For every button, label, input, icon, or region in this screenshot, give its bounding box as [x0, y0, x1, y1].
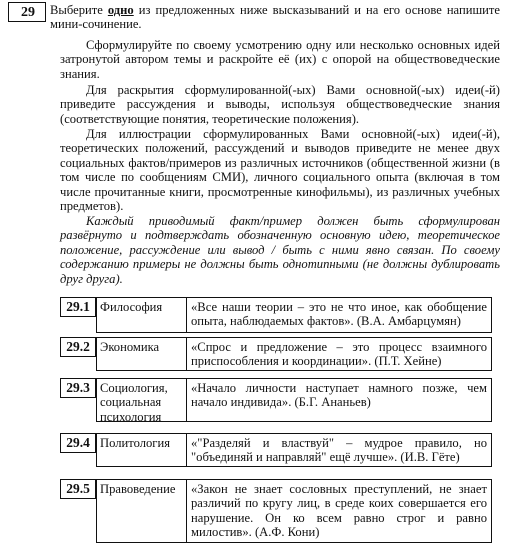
intro-rest: из предложенных ниже высказываний и на его основе напишите мини-сочинение.	[50, 3, 500, 32]
option-number: 29.2	[60, 337, 96, 357]
option-quote: «Все наши теории – это не что иное, как обобщение опыта, наблюдаемых фактов». (В.А. Амбарцумян)	[186, 297, 492, 333]
option-quote: «"Разделяй и властвуй" – мудрое правило, но "объединяй и направляй" ещё лучше». (И.В. Гёте)	[186, 433, 492, 467]
option-subject: Социология, социальная психология	[96, 378, 186, 422]
option-subject: Политология	[96, 433, 186, 467]
task-intro	[50, 3, 500, 32]
option-subject: Правоведение	[96, 479, 186, 543]
paragraph-1: Сформулируйте по своему усмотрению одну или несколько основных идей затронутой автором темы и раскройте её (их) с опорой на обществоведческие знания.	[60, 38, 500, 81]
paragraph-3: Для иллюстрации сформулированных Вами основной(-ых) идеи(-й), теоретических положений, рассуждений и выводов приведите не менее двух социальных фактов/примеров из различных источников (общественной жизни (в том числе по сообщениям СМИ), личного социального опыта (включая в том числе прочитанные книги, просмотренные кинофильмы), из различных учебных предметов).	[60, 127, 500, 214]
paragraph-2: Для раскрытия сформулированной(-ых) Вами основной(-ых) идеи(-й) приведите рассуждения и выводы, используя обществоведческие знания (соответствующие понятия, теоретические положения).	[60, 83, 500, 126]
intro-emphasis: одно	[107, 3, 134, 17]
option-quote: «Начало личности наступает намного позже, чем начало индивида». (Б.Г. Ананьев)	[186, 378, 492, 422]
option-number: 29.4	[60, 433, 96, 453]
option-quote: «Закон не знает сословных преступлений, не знает различий по кругу лиц, в среде коих совершается его нарушение. Он ко всем равно строг и равно милостив». (А.Ф. Кони)	[186, 479, 492, 543]
option-number: 29.5	[60, 479, 96, 499]
option-number: 29.1	[60, 297, 96, 317]
paragraph-4: Каждый приводимый факт/пример должен быть сформулирован развёрнуто и подтверждать обозначенную основную идею, теоретическое положение, рассуждение или вывод / быть с ними явно связан. По своему содержанию примеры не должны быть однотипными (не должны дублировать друг друга).	[60, 214, 500, 286]
option-subject: Философия	[96, 297, 186, 333]
intro-prefix: Выберите	[50, 3, 108, 17]
task-number: 29	[8, 2, 46, 22]
option-number: 29.3	[60, 378, 96, 398]
option-subject: Экономика	[96, 337, 186, 371]
option-quote: «Спрос и предложение – это процесс взаимного приспособления и координации». (П.Т. Хейне)	[186, 337, 492, 371]
